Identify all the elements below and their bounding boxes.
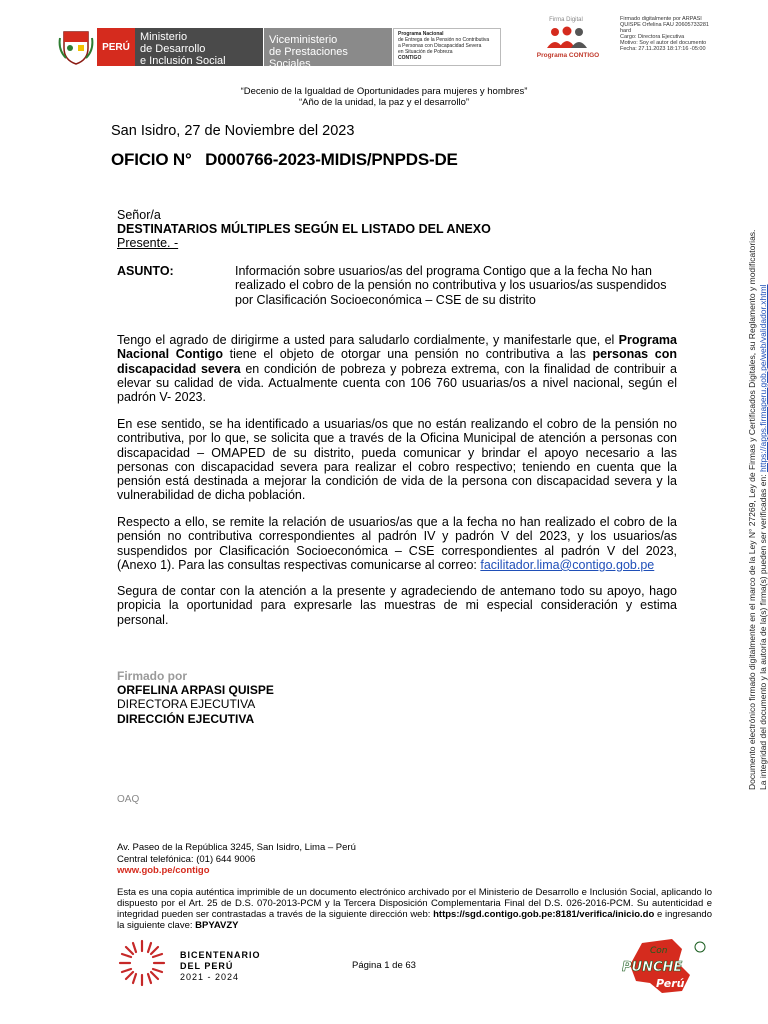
program-line: en Situación de Pobreza	[398, 49, 453, 55]
con-punche-peru-logo-icon	[612, 935, 712, 995]
punche-logo-punche: PUNCHE	[622, 960, 683, 975]
auth-text: Esta es una copia auténtica imprimible de un documento electrónico archivado por el Ministerio de Desarrollo e Inclusión Social, aplicando lo dispuesto por el Art. 25 de D.S. 070-2013-PCM y la Tercera Disposición Complementaria Final del D.S. 026-2016-PCM. Su autenticidad e integridad pueden ser contrastadas a través de la siguiente dirección web:	[117, 887, 712, 920]
auth-url[interactable]: https://sgd.contigo.gob.pe:8181/verifica/inicio.do	[433, 909, 655, 920]
asunto-label: ASUNTO:	[117, 264, 174, 278]
footer-address-block	[117, 842, 356, 877]
page-number: Página 1 de 63	[352, 960, 416, 971]
digital-signature-info	[620, 16, 730, 52]
peru-coat-of-arms-icon	[58, 28, 94, 66]
auth-key: BPYAVZY	[195, 920, 239, 931]
vice-ministry-block	[264, 28, 392, 70]
program-line: de Entrega de la Pensión no Contributiva	[398, 37, 490, 43]
vertical-note-line2	[758, 120, 768, 790]
email-link[interactable]: facilitador.lima@contigo.gob.pe	[480, 557, 655, 572]
bicent-line1: BICENTENARIO	[180, 950, 261, 960]
vertical-note-line1: Documento electrónico firmado digitalmente en el marco de la Ley N° 27269, Ley de Firmas y Certificados Digitales, su Reglamento y modificatorias.	[747, 229, 757, 790]
vice-line2: de Prestaciones Sociales	[269, 46, 348, 70]
vice-line1: Viceministerio	[269, 34, 338, 46]
p3-text: Respecto a ello, se remite la relación de usuarios/as que a la fecha no han realizado el cobro de la pensión no contributiva correspondientes al padrón IV y padrón V del 2023, y los usuarios/as suspendidos por Clasificación Socioeconómica – CSE correspondientes al padrón V del 2023, (Anexo 1). Para las consultas respectivas comunicarse al correo:	[117, 515, 677, 572]
punche-logo-con: Con	[650, 946, 668, 956]
program-block	[393, 28, 501, 66]
firma-digital-label: Firma Digital	[549, 17, 583, 23]
salutation: Señor/a	[117, 208, 161, 222]
footer-phone: Central telefónica: (01) 644 9006	[117, 853, 256, 865]
p1-text: en condición de pobreza y pobreza extrema, con la finalidad de contribuir a elevar su calidad de vida. Actualmente cuenta con 106 760 usuarias/os a nivel nacional, según el padrón V- 2023.	[117, 361, 678, 405]
contigo-people-icon	[545, 26, 589, 50]
bicent-line3: 2021 - 2024	[180, 972, 240, 982]
signer-role: DIRECTORA EJECUTIVA	[117, 697, 256, 712]
firma-digital-caption: Programa CONTIGO	[536, 52, 600, 59]
program-line: CONTIGO	[398, 55, 422, 61]
ministry-line2: de Desarrollo	[140, 43, 206, 55]
signature-line: QUISPE Orfelina FAU 20605733281	[620, 22, 709, 28]
paragraph-4: Segura de contar con la atención a la presente y agradeciendo de antemano todo su apoyo, hago propicia la oportunidad para expresarle las muestras de mi especial consideración y estima personal.	[117, 584, 677, 627]
p1-bold: Programa Nacional Contigo	[117, 333, 677, 362]
initials: OAQ	[117, 794, 140, 805]
p1-bold: personas con discapacidad severa	[117, 347, 677, 376]
signature-line: Firmado digitalmente por ARPASI	[620, 16, 702, 22]
signer-name: ORFELINA ARPASI QUISPE	[117, 683, 274, 697]
ministry-block	[135, 28, 263, 66]
signature-line: Motivo: Soy el autor del documento	[620, 40, 707, 46]
signature-line: hard	[620, 28, 632, 34]
paragraph-1	[117, 333, 677, 404]
program-line: Programa Nacional	[398, 31, 444, 37]
signature-line: Cargo: Directora Ejecutiva	[620, 34, 685, 40]
asunto-text: Información sobre usuarios/as del programa Contigo que a la fecha No han realizado el cobro de la pensión no contributiva y los usuarios/as suspendidos por Clasificación Socioeconómica – CSE de su distrito	[235, 264, 667, 307]
punche-logo-peru: Perú	[656, 977, 685, 990]
p1-text: Tengo el agrado de dirigirme a usted para saludarlo cordialmente, y manifestarle que, el	[117, 333, 619, 347]
signature-line: Fecha: 27.11.2023 18:17:16 -05:00	[620, 46, 706, 52]
ministry-line1: Ministerio	[140, 31, 188, 43]
program-line: a Personas con Discapacidad Severa	[398, 43, 482, 49]
vertical-note-line2-text: La integridad del documento y la autoría de la(s) firma(s) pueden ser verificadas en:	[758, 472, 768, 790]
oficio-number: OFICIO N° D000766-2023-MIDIS/PNPDS-DE	[111, 150, 458, 169]
ministry-line3: e Inclusión Social	[140, 55, 226, 67]
recipient-name: DESTINATARIOS MÚLTIPLES SEGÚN EL LISTADO DEL ANEXO	[117, 222, 491, 236]
auth-text: e ingresando la siguiente clave:	[117, 909, 713, 931]
decade-line1: “Decenio de la Igualdad de Oportunidades para mujeres y hombres”	[240, 86, 528, 97]
footer-web-link[interactable]: www.gob.pe/contigo	[117, 865, 210, 876]
authenticity-note	[117, 887, 712, 931]
paragraph-2: En ese sentido, se ha identificado a usuarias/os que no están realizando el cobro de la pensión no contributiva, por lo que, se solicita que a través de la Oficina Municipal de atención a personas con discapacidad – OMAPED de su distrito, pueda comunicar y brindar el apoyo necesario a las personas con discapacidad severa para realizar el cobro respectivo; teniendo en cuenta que la pensión está destinada a mejorar la condición de vida de la persona con discapacidad severa y la vulnerabilidad de dicha población.	[117, 417, 677, 503]
bicent-line2: DEL PERÚ	[180, 961, 234, 971]
decade-slogans	[0, 86, 768, 108]
vertical-note-text	[747, 120, 768, 790]
signer-office: DIRECCIÓN EJECUTIVA	[117, 711, 255, 726]
place-date: San Isidro, 27 de Noviembre del 2023	[111, 123, 355, 139]
decade-line2: “Año de la unidad, la paz y el desarrollo”	[298, 97, 470, 108]
firmado-por-label: Firmado por	[117, 669, 188, 683]
paragraph-3	[117, 515, 677, 572]
presente: Presente. -	[117, 236, 179, 250]
p1-text: tiene el objeto de otorgar una pensión no contributiva a las	[222, 347, 593, 362]
peru-label: PERÚ	[97, 28, 135, 66]
validator-link[interactable]: https://apps.firmaperu.gob.pe/web/validador.xhtml	[758, 284, 768, 473]
signer-block	[117, 683, 274, 726]
footer-address: Av. Paseo de la República 3245, San Isidro, Lima – Perú	[117, 842, 356, 853]
